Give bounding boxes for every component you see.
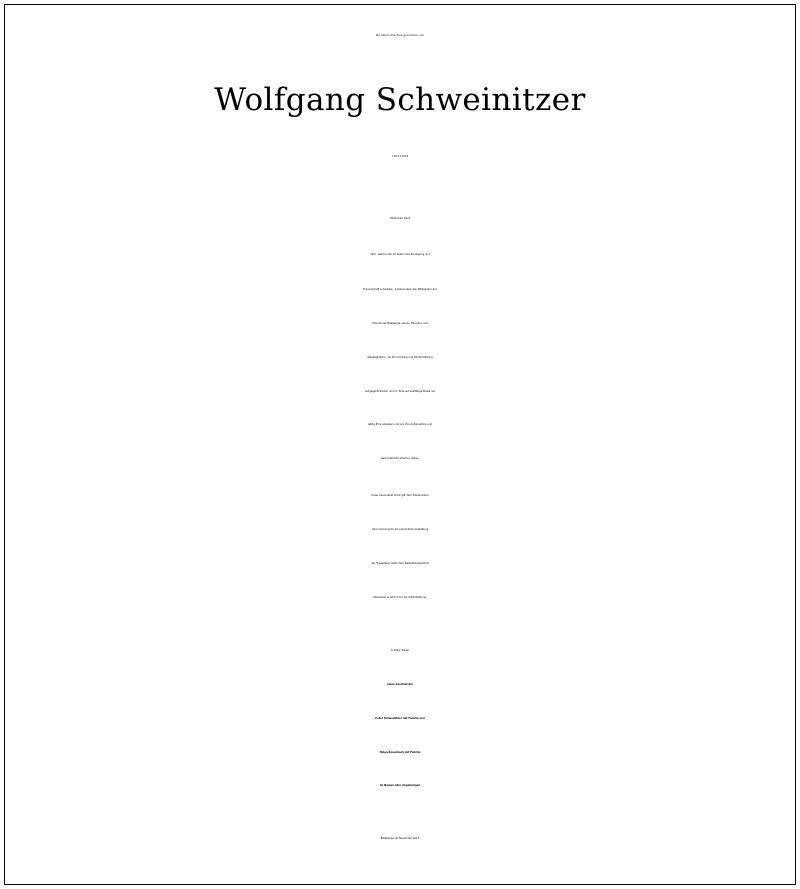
deceased-name: Wolfgang Schweinitzer [214, 82, 586, 118]
special-thanks-line: Unser besonderer Dank gilt dem Trauerredner [371, 494, 429, 497]
mourning-intro: In stiller Trauer [390, 649, 410, 652]
thanks-line: Verbundenheit erfahren ließen. [380, 457, 420, 460]
intro-text: Wir haben Abschied genommen von [375, 34, 425, 37]
place-date: Baalberge, im November 2019 [380, 837, 420, 840]
thanks-line: allen, welche ihm im Leben ihre Zuneigung und [370, 253, 430, 256]
special-thanks-line: Weinecker & Görsch für die Unterstützung. [373, 596, 427, 599]
signatory-line: seine Geschwister [387, 683, 413, 686]
thanks-line: Freundschaft schenkten, insbesondere den Mitgliedern der [363, 288, 437, 291]
special-thanks-line: der Trauerfeier sowie dem Bestattungsinstitut [371, 562, 429, 565]
thanks-line: Wegbegleitern, die ihm Achtung und Wertschätzung [367, 356, 433, 359]
obituary-notice [4, 4, 796, 885]
signatory-line: im Namen aller Angehörigen [379, 784, 421, 787]
thanks-line: Ortschronik Baalberge, seinen Freunden und [372, 322, 428, 325]
thanks-line: entgegenbrachten und im Tode auf vielfältige Weise die [365, 390, 435, 393]
signatory-line: Peter Schweinitzer mit Familie und [375, 717, 425, 720]
signatory-line: Helga Rosenbach mit Familie [379, 751, 421, 754]
thanks-line: letzte Ehre erwiesen und uns ihre Anteilnahme und [367, 423, 433, 426]
special-thanks-line: Herrn Grüning für die persönliche Gestaltung [371, 528, 429, 531]
thanks-heading: Herzlichen Dank [389, 217, 411, 220]
death-date: † 05.11.2019 [391, 155, 409, 158]
